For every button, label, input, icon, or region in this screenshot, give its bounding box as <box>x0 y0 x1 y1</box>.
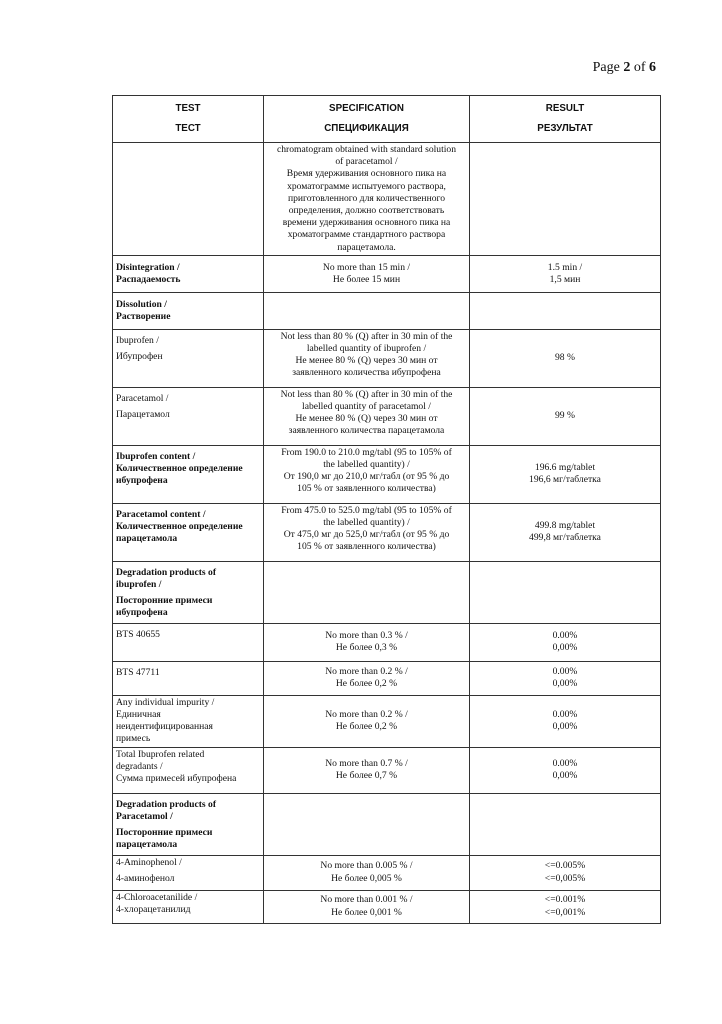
table-row-dissolution-paracetamol <box>113 387 661 445</box>
header-test: TEST ТЕСТ <box>113 96 264 143</box>
table-row-degradation-paracetamol <box>113 793 661 855</box>
spec-cell: No more than 0.3 % / Не более 0,3 % <box>264 623 470 661</box>
test-cell: Dissolution / Растворение <box>113 292 264 329</box>
table-row-degradation-ibuprofen <box>113 561 661 623</box>
spec-cell <box>264 793 470 855</box>
page-total: 6 <box>649 60 656 75</box>
test-cell: Ibuprofen content / Количественное определение ибупрофена <box>113 445 264 503</box>
result-cell: 99 % <box>470 387 661 445</box>
table-row-chloroacetanilide <box>113 890 661 923</box>
result-cell: <=0.001% <=0,001% <box>470 890 661 923</box>
result-cell <box>470 292 661 329</box>
test-cell: Degradation products of Paracetamol / Посторонние примеси парацетамола <box>113 793 264 855</box>
test-cell: Degradation products of ibuprofen / Посторонние примеси ибупрофена <box>113 561 264 623</box>
test-cell: BTS 47711 <box>113 661 264 695</box>
result-cell <box>470 561 661 623</box>
result-cell: 0.00% 0,00% <box>470 695 661 747</box>
table-row-aminophenol <box>113 855 661 890</box>
table-header-row <box>113 96 661 143</box>
test-cell: Paracetamol / Парацетамол <box>113 387 264 445</box>
spec-cell: No more than 0.2 % / Не более 0,2 % <box>264 661 470 695</box>
spec-cell: No more than 0.005 % / Не более 0,005 % <box>264 855 470 890</box>
spec-cell: Not less than 80 % (Q) after in 30 min of the labelled quantity of paracetamol / Не менее 80 % (Q) через 30 мин от заявленного количества парацетамола <box>264 387 470 445</box>
specification-table <box>112 95 661 924</box>
header-specification: SPECIFICATION СПЕЦИФИКАЦИЯ <box>264 96 470 143</box>
result-cell: 0.00% 0,00% <box>470 661 661 695</box>
page-of-label: of <box>633 60 646 75</box>
result-cell: 196.6 mg/tablet 196,6 мг/таблетка <box>470 445 661 503</box>
result-cell <box>470 143 661 256</box>
table-row-dissolution-ibuprofen <box>113 329 661 387</box>
table-row-disintegration <box>113 255 661 292</box>
test-cell: Total Ibuprofen related degradants / Сумма примесей ибупрофена <box>113 747 264 793</box>
result-cell: <=0.005% <=0,005% <box>470 855 661 890</box>
spec-cell <box>264 561 470 623</box>
table-row-continuation <box>113 143 661 256</box>
result-cell <box>470 793 661 855</box>
page-label: Page <box>592 60 620 75</box>
test-cell: 4-Chloroacetanilide / 4-хлорацетанилид <box>113 890 264 923</box>
test-cell: Ibuprofen / Ибупрофен <box>113 329 264 387</box>
result-cell: 499.8 mg/tablet 499,8 мг/таблетка <box>470 503 661 561</box>
spec-cell <box>264 292 470 329</box>
result-cell: 0.00% 0,00% <box>470 623 661 661</box>
table-row-bts-47711 <box>113 661 661 695</box>
test-cell: 4-Aminophenol / 4-аминофенол <box>113 855 264 890</box>
table-row-paracetamol-content <box>113 503 661 561</box>
table-row-ibuprofen-content <box>113 445 661 503</box>
test-cell: BTS 40655 <box>113 623 264 661</box>
test-cell: Paracetamol content / Количественное определение парацетамола <box>113 503 264 561</box>
page-current: 2 <box>623 60 631 75</box>
spec-cell: From 190.0 to 210.0 mg/tabl (95 to 105% of the labelled quantity) / От 190,0 мг до 210,0 мг/табл (от 95 % до 105 % от заявленного количества) <box>264 445 470 503</box>
header-result: RESULT РЕЗУЛЬТАТ <box>470 96 661 143</box>
result-cell: 1.5 min / 1,5 мин <box>470 255 661 292</box>
spec-cell: No more than 0.7 % / Не более 0,7 % <box>264 747 470 793</box>
test-cell: Any individual impurity / Единичная неидентифицированная примесь <box>113 695 264 747</box>
spec-cell: From 475.0 to 525.0 mg/tabl (95 to 105% of the labelled quantity) / От 475,0 мг до 525,0 мг/табл (от 95 % до 105 % от заявленного количества) <box>264 503 470 561</box>
table-row-total-ibuprofen-degradants <box>113 747 661 793</box>
spec-cell: Not less than 80 % (Q) after in 30 min of the labelled quantity of ibuprofen / Не менее 80 % (Q) через 30 мин от заявленного количества ибупрофена <box>264 329 470 387</box>
spec-cell: No more than 15 min / Не более 15 мин <box>264 255 470 292</box>
test-cell: Disintegration / Распадаемость <box>113 255 264 292</box>
spec-cell: No more than 0.2 % / Не более 0,2 % <box>264 695 470 747</box>
table-row-individual-impurity <box>113 695 661 747</box>
spec-cell: No more than 0.001 % / Не более 0,001 % <box>264 890 470 923</box>
test-cell <box>113 143 264 256</box>
spec-cell: chromatogram obtained with standard solution of paracetamol / Время удерживания основного пика на хроматограмме испытуемого раствора, приготовленного для количественного определения, должно соответствовать времени удерживания основного пика на хроматограмме стандартного раствора парацетамола. <box>264 143 470 256</box>
result-cell: 0.00% 0,00% <box>470 747 661 793</box>
page-number <box>593 60 656 76</box>
result-cell: 98 % <box>470 329 661 387</box>
table-row-dissolution <box>113 292 661 329</box>
table-row-bts-40655 <box>113 623 661 661</box>
